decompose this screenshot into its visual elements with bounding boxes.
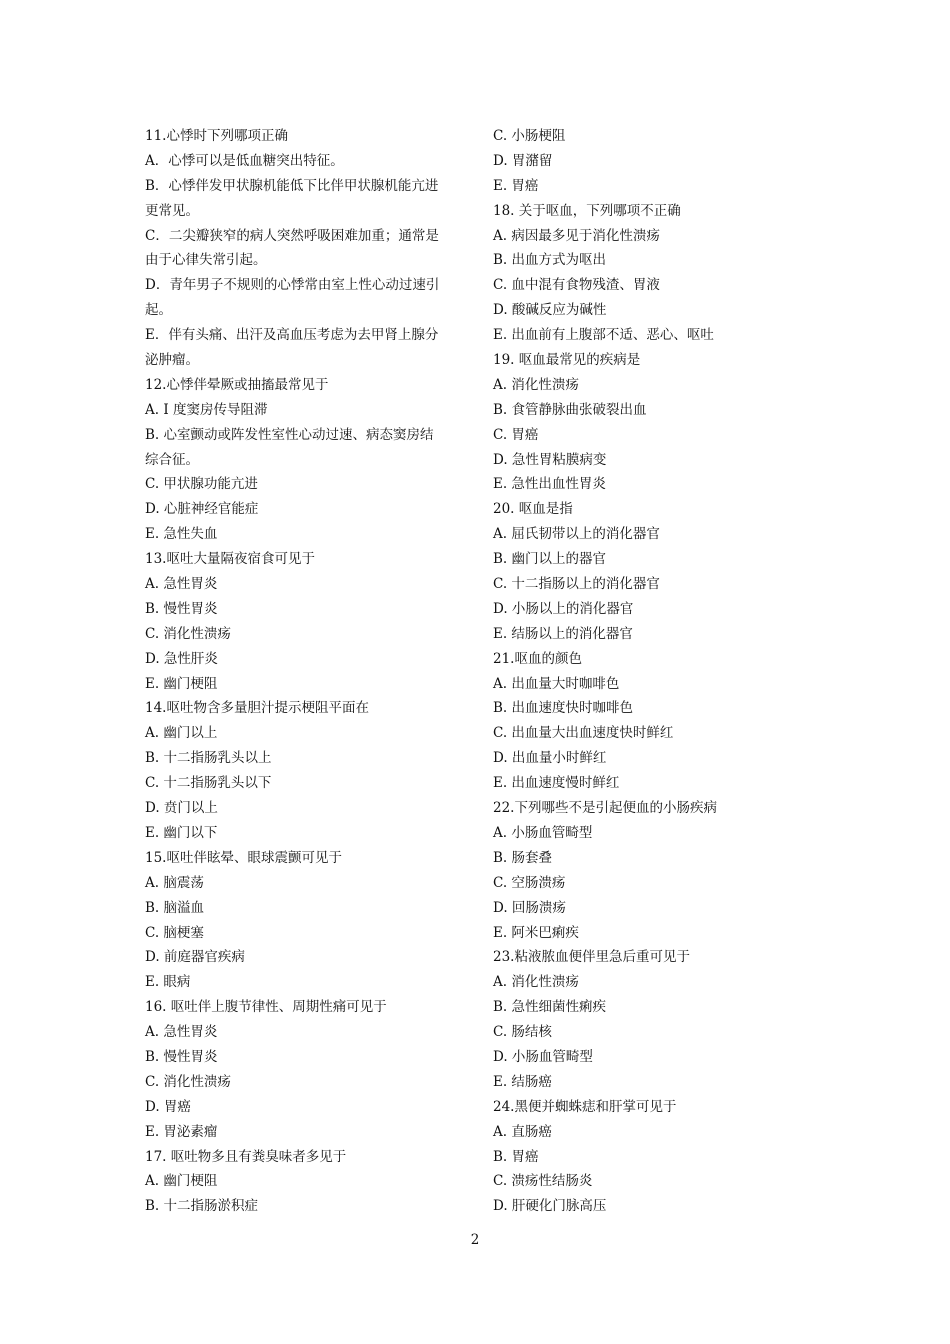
text-line: D. 急性肝炎 [145, 650, 218, 667]
text-line: E．伴有头痛、出汗及高血压考虑为去甲肾上腺分 [145, 327, 439, 344]
text-line: E. 出血速度慢时鲜红 [493, 775, 620, 792]
text-line: A. 屈氏韧带以上的消化器官 [493, 526, 660, 543]
text-line: C．二尖瓣狭窄的病人突然呼吸困难加重；通常是 [145, 227, 439, 244]
text-line: B. 急性细菌性痢疾 [493, 999, 607, 1016]
text-line: E. 幽门以下 [145, 824, 218, 841]
text-line: C. 消化性溃疡 [145, 625, 231, 642]
text-line: B. 十二指肠淤积症 [145, 1198, 259, 1215]
text-line: D. 出血量小时鲜红 [493, 750, 607, 767]
text-line: C. 空肠溃疡 [493, 874, 566, 891]
text-line: C. 出血量大出血速度快时鲜红 [493, 725, 674, 742]
text-line: A. I 度窦房传导阻滞 [145, 401, 268, 418]
text-line: B. 肠套叠 [493, 849, 553, 866]
text-line: 综合征。 [145, 451, 199, 468]
text-line: C. 小肠梗阻 [493, 128, 566, 144]
text-line: 11.心悸时下列哪项正确 [145, 128, 288, 144]
text-line: E. 急性出血性胃炎 [493, 476, 606, 493]
text-line: A. 幽门梗阻 [145, 1173, 218, 1190]
text-line: B. 脑溢血 [145, 899, 205, 916]
text-line: C. 肠结核 [493, 1024, 552, 1041]
text-line: B. 幽门以上的器官 [493, 551, 607, 568]
text-line: E. 急性失血 [145, 526, 218, 543]
text-line: 由于心律失常引起。 [145, 252, 267, 269]
text-line: B. 慢性胃炎 [145, 1048, 218, 1065]
text-line: E. 出血前有上腹部不适、恶心、呕吐 [493, 327, 714, 344]
text-line: C. 甲状腺功能亢进 [145, 476, 258, 493]
text-line: D. 贲门以上 [145, 800, 218, 817]
text-line: D. 前庭器官疾病 [145, 949, 245, 966]
text-line: 15.呕吐伴眩晕、眼球震颤可见于 [145, 849, 342, 866]
text-line: 19. 呕血最常见的疾病是 [493, 352, 641, 369]
text-line: A. 小肠血管畸型 [493, 824, 593, 841]
text-line: 22.下列哪些不是引起便血的小肠疾病 [493, 800, 717, 817]
text-line: 16. 呕吐伴上腹节律性、周期性痛可见于 [145, 999, 387, 1016]
text-line: 24.黑便并蜘蛛痣和肝掌可见于 [493, 1098, 677, 1115]
text-line: B. 食管静脉曲张破裂出血 [493, 401, 647, 418]
text-line: D. 胃潴留 [493, 152, 553, 169]
text-line: D. 胃癌 [145, 1098, 191, 1115]
text-line: D. 心脏神经官能症 [145, 501, 259, 518]
text-line: A. 消化性溃疡 [493, 376, 579, 393]
text-line: B. 心室颤动或阵发性室性心动过速、病态窦房结 [145, 426, 434, 443]
text-line: A. 出血量大时咖啡色 [493, 675, 620, 692]
text-line: D. 回肠溃疡 [493, 899, 566, 916]
text-line: 18. 关于呕血，下列哪项不正确 [493, 202, 681, 219]
text-line: D. 酸碱反应为碱性 [493, 302, 607, 319]
text-line: B．心悸伴发甲状腺机能低下比伴甲状腺机能亢进 [145, 177, 439, 194]
text-line: C. 十二指肠以上的消化器官 [493, 576, 660, 593]
text-line: C. 血中混有食物残渣、胃液 [493, 277, 660, 294]
text-line: C. 胃癌 [493, 426, 539, 443]
text-line: A. 脑震荡 [145, 874, 204, 891]
right-column [493, 124, 813, 1219]
text-line: C. 消化性溃疡 [145, 1073, 231, 1090]
text-line: A. 急性胃炎 [145, 1024, 218, 1041]
text-line: A. 直肠癌 [493, 1123, 552, 1140]
text-line: A. 消化性溃疡 [493, 974, 579, 991]
text-line: D. 急性胃粘膜病变 [493, 451, 607, 468]
text-line: C. 脑梗塞 [145, 924, 204, 941]
text-line: 14.呕吐物含多量胆汁提示梗阻平面在 [145, 700, 369, 717]
text-line: C. 十二指肠乳头以下 [145, 775, 272, 792]
text-line: A. 病因最多见于消化性溃疡 [493, 227, 660, 244]
text-line: 20. 呕血是指 [493, 501, 573, 518]
text-line: B. 胃癌 [493, 1148, 539, 1165]
text-line: A. 幽门以上 [145, 725, 218, 742]
text-line: E. 眼病 [145, 974, 191, 991]
text-line: 起。 [145, 302, 172, 319]
text-line: E. 阿米巴痢疾 [493, 924, 579, 941]
text-line: D. 小肠血管畸型 [493, 1048, 593, 1065]
text-line: B. 出血速度快时咖啡色 [493, 700, 634, 717]
text-line: B. 慢性胃炎 [145, 600, 218, 617]
text-line: B. 十二指肠乳头以上 [145, 750, 272, 767]
left-column [145, 124, 460, 1219]
text-line: 17. 呕吐物多且有粪臭味者多见于 [145, 1148, 347, 1165]
text-line: 更常见。 [145, 202, 199, 219]
text-line: D．青年男子不规则的心悸常由室上性心动过速引 [145, 277, 440, 294]
text-line: 23.粘液脓血便伴里急后重可见于 [493, 949, 690, 966]
text-line: E. 结肠癌 [493, 1073, 552, 1090]
text-line: E. 胃泌素瘤 [145, 1123, 218, 1140]
text-line: D. 肝硬化门脉高压 [493, 1198, 607, 1215]
text-line: A. 急性胃炎 [145, 576, 218, 593]
text-line: B. 出血方式为呕出 [493, 252, 607, 269]
text-line: C. 溃疡性结肠炎 [493, 1173, 593, 1190]
text-line: E. 胃癌 [493, 177, 539, 194]
text-line: E. 幽门梗阻 [145, 675, 218, 692]
text-line: E. 结肠以上的消化器官 [493, 625, 633, 642]
text-line: 12.心悸伴晕厥或抽搐最常见于 [145, 376, 329, 393]
text-line: 21.呕血的颜色 [493, 650, 582, 667]
text-line: A．心悸可以是低血糖突出特征。 [145, 152, 344, 169]
text-line: 13.呕吐大量隔夜宿食可见于 [145, 551, 315, 568]
page-number: 2 [470, 1232, 480, 1248]
text-line: D. 小肠以上的消化器官 [493, 600, 634, 617]
text-line: 泌肿瘤。 [145, 352, 199, 369]
